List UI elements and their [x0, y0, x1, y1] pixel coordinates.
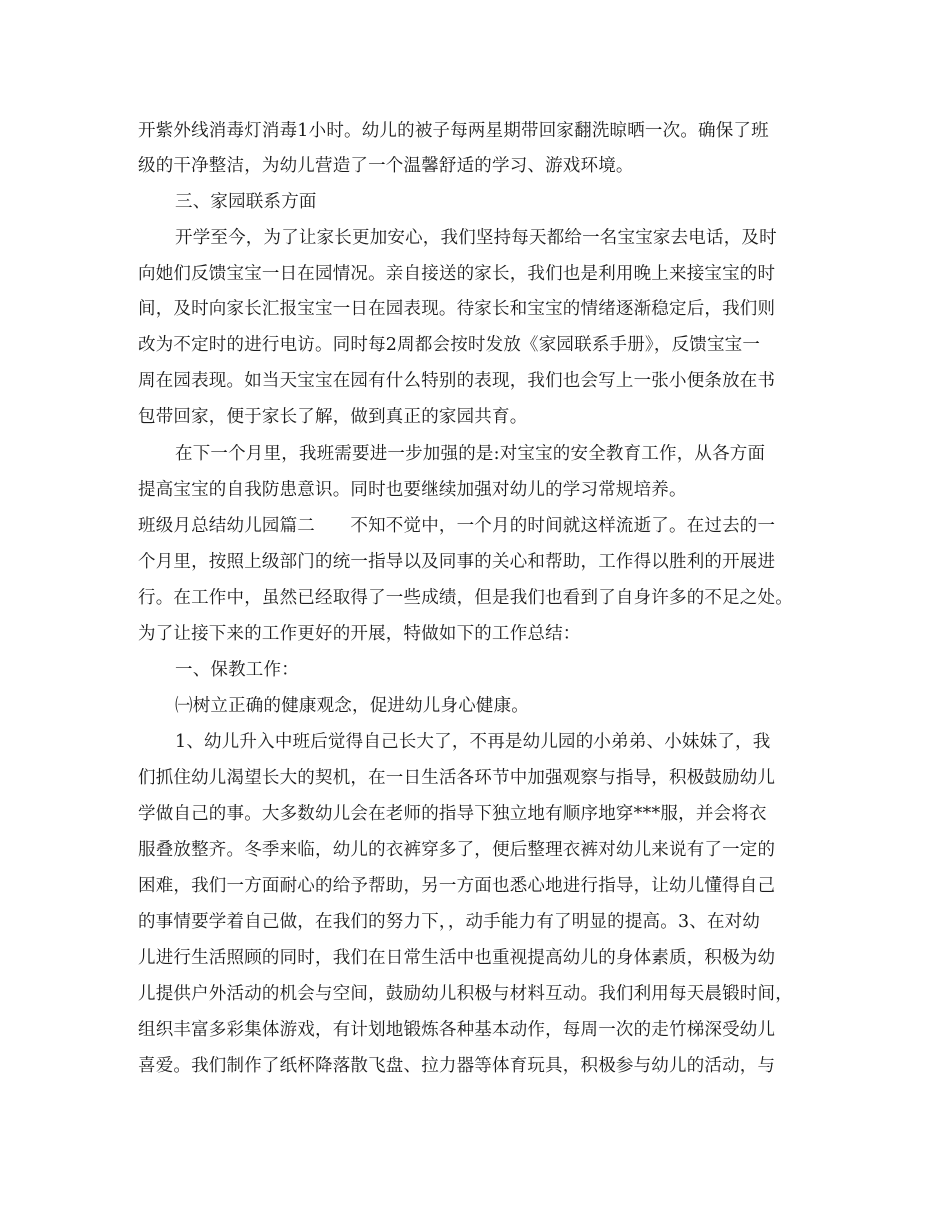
text-line: 的事情要学着自己做，在我们的努力下，，动手能力有了明显的提高。3、在对幼	[138, 912, 761, 932]
text-line: 学做自己的事。大多数幼儿会在老师的指导下独立地有顺序地穿***服，并会将衣	[138, 804, 767, 824]
text-line: 儿进行生活照顾的同时，我们在日常生活中也重视提高幼儿的身体素质，积极为幼	[138, 948, 776, 968]
subsection-heading: ㈠树立正确的健康观念，促进幼儿身心健康。	[175, 696, 529, 716]
section-heading: 三、家园联系方面	[175, 192, 317, 212]
text-line: 提高宝宝的自我防患意识。同时也要继续加强对幼儿的学习常规培养。	[138, 480, 687, 500]
text-line: 开学至今，为了让家长更加安心，我们坚持每天都给一名宝宝家去电话，及时	[175, 228, 777, 248]
text-line: 在下一个月里，我班需要进一步加强的是:对宝宝的安全教育工作，从各方面	[175, 444, 766, 464]
text-line: 们抓住幼儿渴望长大的契机，在一日生活各环节中加强观察与指导，积极鼓励幼儿	[138, 768, 776, 788]
text-line: 组织丰富多彩集体游戏，有计划地锻炼各种基本动作，每周一次的走竹梯深受幼儿	[138, 1020, 776, 1040]
text-line: 间，及时向家长汇报宝宝一日在园表现。待家长和宝宝的情绪逐渐稳定后，我们则	[138, 299, 776, 319]
text-line: 困难，我们一方面耐心的给予帮助，另一方面也悉心地进行指导，让幼儿懂得自己	[138, 876, 776, 896]
text-line: 改为不定时的进行电访。同时每2周都会按时发放《家园联系手册》，反馈宝宝一	[138, 335, 761, 355]
text-line: 行。在工作中，虽然已经取得了一些成绩，但是我们也看到了自身许多的不足之处。	[138, 588, 793, 608]
text-line: 向她们反馈宝宝一日在园情况。亲自接送的家长，我们也是利用晚上来接宝宝的时	[138, 264, 776, 284]
text-line: 为了让接下来的工作更好的开展，特做如下的工作总结：	[138, 624, 581, 644]
text-line: 服叠放整齐。冬季来临，幼儿的衣裤穿多了，便后整理衣裤对幼儿来说有了一定的	[138, 840, 776, 860]
text-line: 周在园表现。如当天宝宝在园有什么特别的表现，我们也会写上一张小便条放在书	[138, 371, 776, 391]
section-heading: 一、保教工作：	[175, 660, 299, 680]
text-line: 1、幼儿升入中班后觉得自己长大了，不再是幼儿园的小弟弟、小妹妹了，我	[175, 732, 771, 752]
text-line: 班级月总结幼儿园篇二 不知不觉中，一个月的时间就这样流逝了。在过去的一	[138, 516, 776, 536]
text-line: 喜爱。我们制作了纸杯降落散飞盘、拉力器等体育玩具，积极参与幼儿的活动，与	[138, 1056, 776, 1076]
text-line: 包带回家，便于家长了解，做到真正的家园共育。	[138, 407, 528, 427]
text-line: 开紫外线消毒灯消毒1小时。幼儿的被子每两星期带回家翻洗晾晒一次。确保了班	[138, 121, 769, 141]
text-line: 级的干净整洁，为幼儿营造了一个温馨舒适的学习、游戏环境。	[138, 156, 634, 176]
text-line: 儿提供户外活动的机会与空间，鼓励幼儿积极与材料互动。我们利用每天晨锻时间，	[138, 984, 793, 1004]
text-line: 个月里，按照上级部门的统一指导以及同事的关心和帮助，工作得以胜利的开展进	[138, 552, 776, 572]
